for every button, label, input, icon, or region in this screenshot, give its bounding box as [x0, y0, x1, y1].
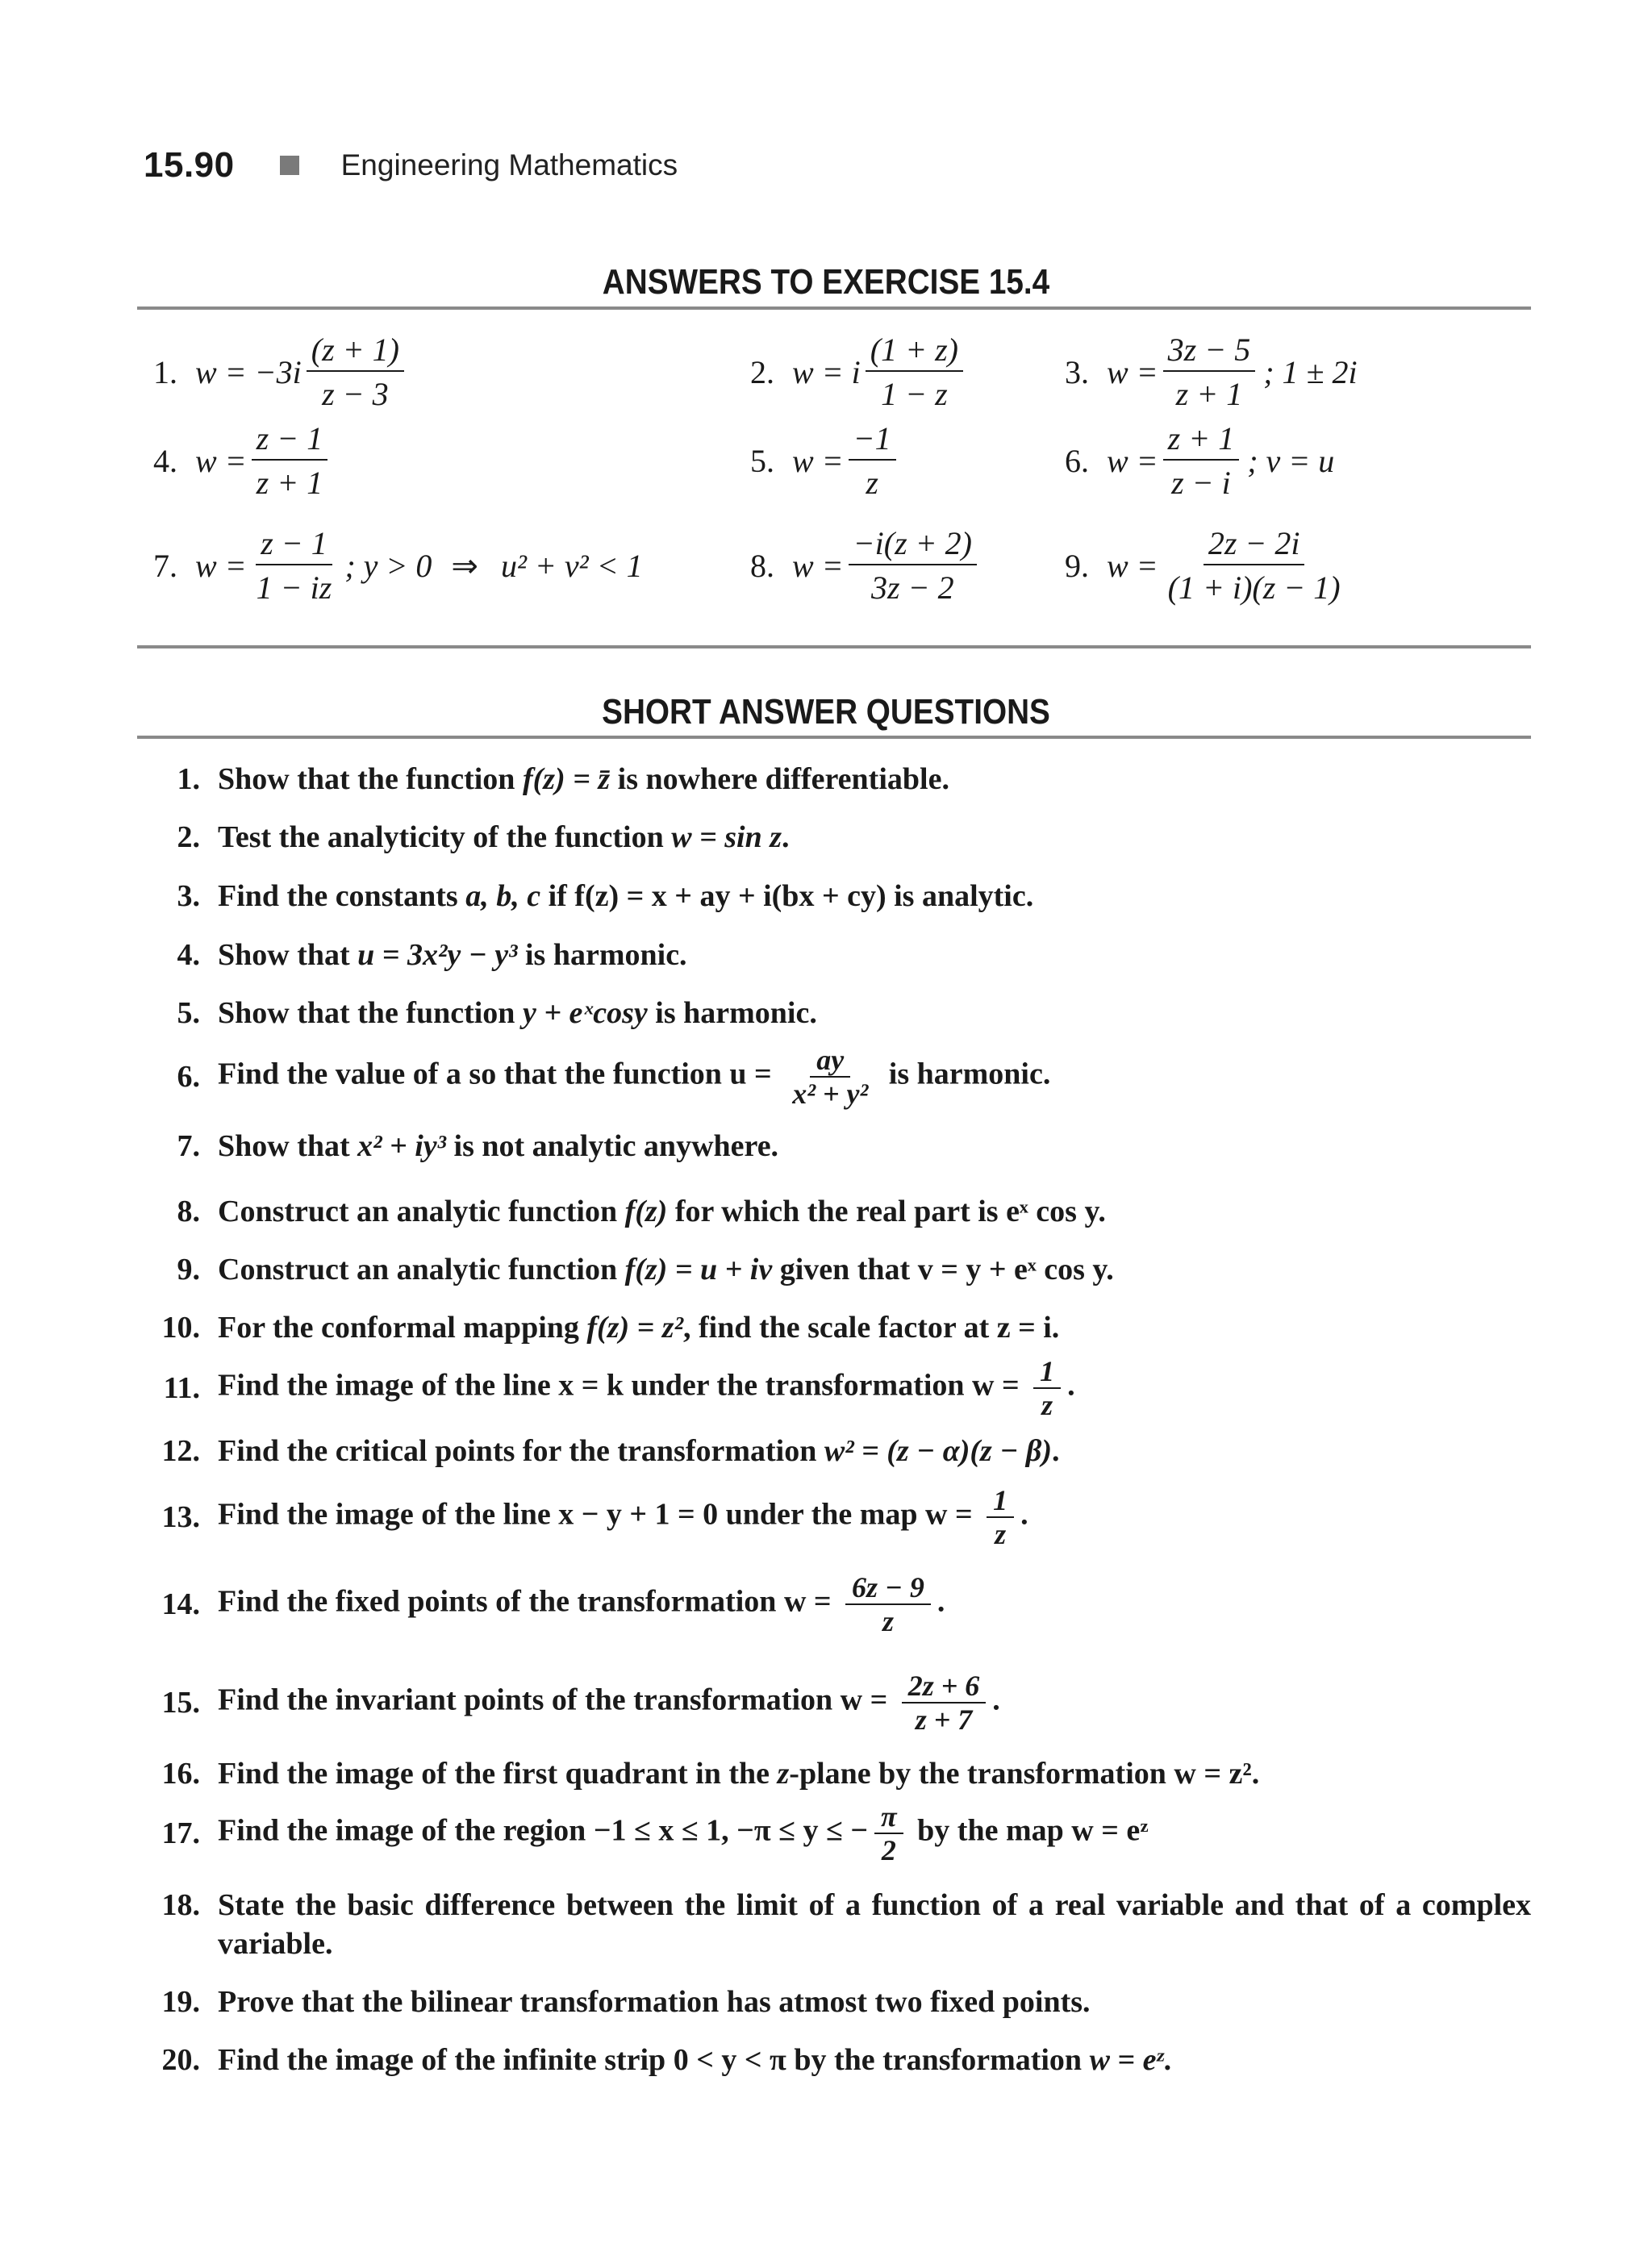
- question-20: 20. Find the image of the infinite strip 0 < y < π by the transformation w = eᶻ.: [161, 2043, 1172, 2077]
- page-header: [144, 145, 678, 186]
- question-18: 18. State the basic difference between the limit of a function of a real variable and that of a complex: [161, 1888, 1531, 1922]
- question-15: 15. Find the invariant points of the transformation w = $\frac{2z + 6}{z + 7}$ .: [161, 1670, 1000, 1736]
- question-9: 9. Construct an analytic function f(z) = u + iv given that v = y + eˣ cos y.: [177, 1253, 1114, 1286]
- answer-item-6: 6. w = $\frac{z + 1}{z - i}$ ; v = u: [1065, 420, 1335, 501]
- square-bullet-icon: [280, 156, 299, 175]
- answer-item-1: 1. w = −3i $\frac{(z + 1)}{z - 3}$: [153, 331, 409, 413]
- short-answer-rule: [137, 736, 1531, 739]
- question-2: 2. Test the analyticity of the function w = sin z.: [177, 820, 790, 854]
- answer-item-8: 8. w = $\frac{-i(z + 2)}{3z - 2}$: [750, 524, 982, 607]
- answers-bottom-rule: [137, 645, 1531, 648]
- answers-top-rule: [137, 306, 1531, 310]
- answer-item-7: 7. w = $\frac{z - 1}{1 - iz}$ ; y > 0 ⇒ u² + v² < 1: [153, 525, 643, 606]
- question-10: 10. For the conformal mapping f(z) = z², find the scale factor at z = i.: [161, 1311, 1060, 1345]
- question-19: 19. Prove that the bilinear transformation has atmost two fixed points.: [161, 1985, 1091, 2019]
- page-number: 15.90: [144, 145, 235, 185]
- question-12: 12. Find the critical points for the transformation w² = (z − α)(z − β).: [161, 1434, 1060, 1468]
- answers-title: ANSWERS TO EXERCISE 15.4: [602, 262, 1050, 302]
- answer-item-5: 5. w = $\frac{-1}{z}$: [750, 419, 901, 502]
- question-4: 4. Show that u = 3x²y − y³ is harmonic.: [177, 938, 687, 972]
- answer-item-3: 3. w = $\frac{3z - 5}{z + 1}$ ; 1 ± 2i: [1065, 332, 1358, 412]
- implies-icon: ⇒: [451, 547, 478, 584]
- question-11: 11. Find the image of the line x = k under the transformation w = $\frac{1}{z}$ .: [163, 1355, 1075, 1421]
- question-1: 1. Show that the function f(z) = z̄ is nowhere differentiable.: [177, 762, 949, 796]
- answers-grid: [153, 331, 1525, 637]
- answer-item-9: 9. w = $\frac{2z - 2i}{(1 + i)(z - 1)}$: [1065, 525, 1341, 606]
- answer-item-4: 4. w = $\frac{z - 1}{z + 1}$: [153, 419, 332, 502]
- question-3: 3. Find the constants a, b, c if f(z) = x + ay + i(bx + cy) is analytic.: [177, 879, 1034, 913]
- question-16: 16. Find the image of the first quadrant in the z-plane by the transformation w = z².: [161, 1757, 1260, 1791]
- question-17: 17. Find the image of the region −1 ≤ x ≤ 1, −π ≤ y ≤ − $\frac{\pi}{2}$ by the map w = eᶻ: [161, 1800, 1149, 1866]
- question-13: 13. Find the image of the line x − y + 1 = 0 under the map w = $\frac{1}{z}$ .: [161, 1484, 1028, 1550]
- question-8: 8. Construct an analytic function f(z) for which the real part is eˣ cos y.: [177, 1195, 1106, 1228]
- question-5: 5. Show that the function y + eˣcosy is harmonic.: [177, 996, 817, 1030]
- answer-item-2: 2. w = i $\frac{(1 + z)}{1 - z}$: [750, 331, 968, 413]
- question-18-continued: variable.: [218, 1927, 333, 1961]
- book-title: Engineering Mathematics: [340, 148, 678, 181]
- question-6: 6. Find the value of a so that the function u = $\frac{ay}{\text{x² + y²}}$ is harmonic.: [177, 1044, 1051, 1110]
- question-7: 7. Show that x² + iy³ is not analytic anywhere.: [177, 1129, 779, 1163]
- question-14: 14. Find the fixed points of the transformation w = $\frac{6z - 9}{z}$ .: [161, 1571, 945, 1637]
- short-answer-title: SHORT ANSWER QUESTIONS: [602, 692, 1050, 732]
